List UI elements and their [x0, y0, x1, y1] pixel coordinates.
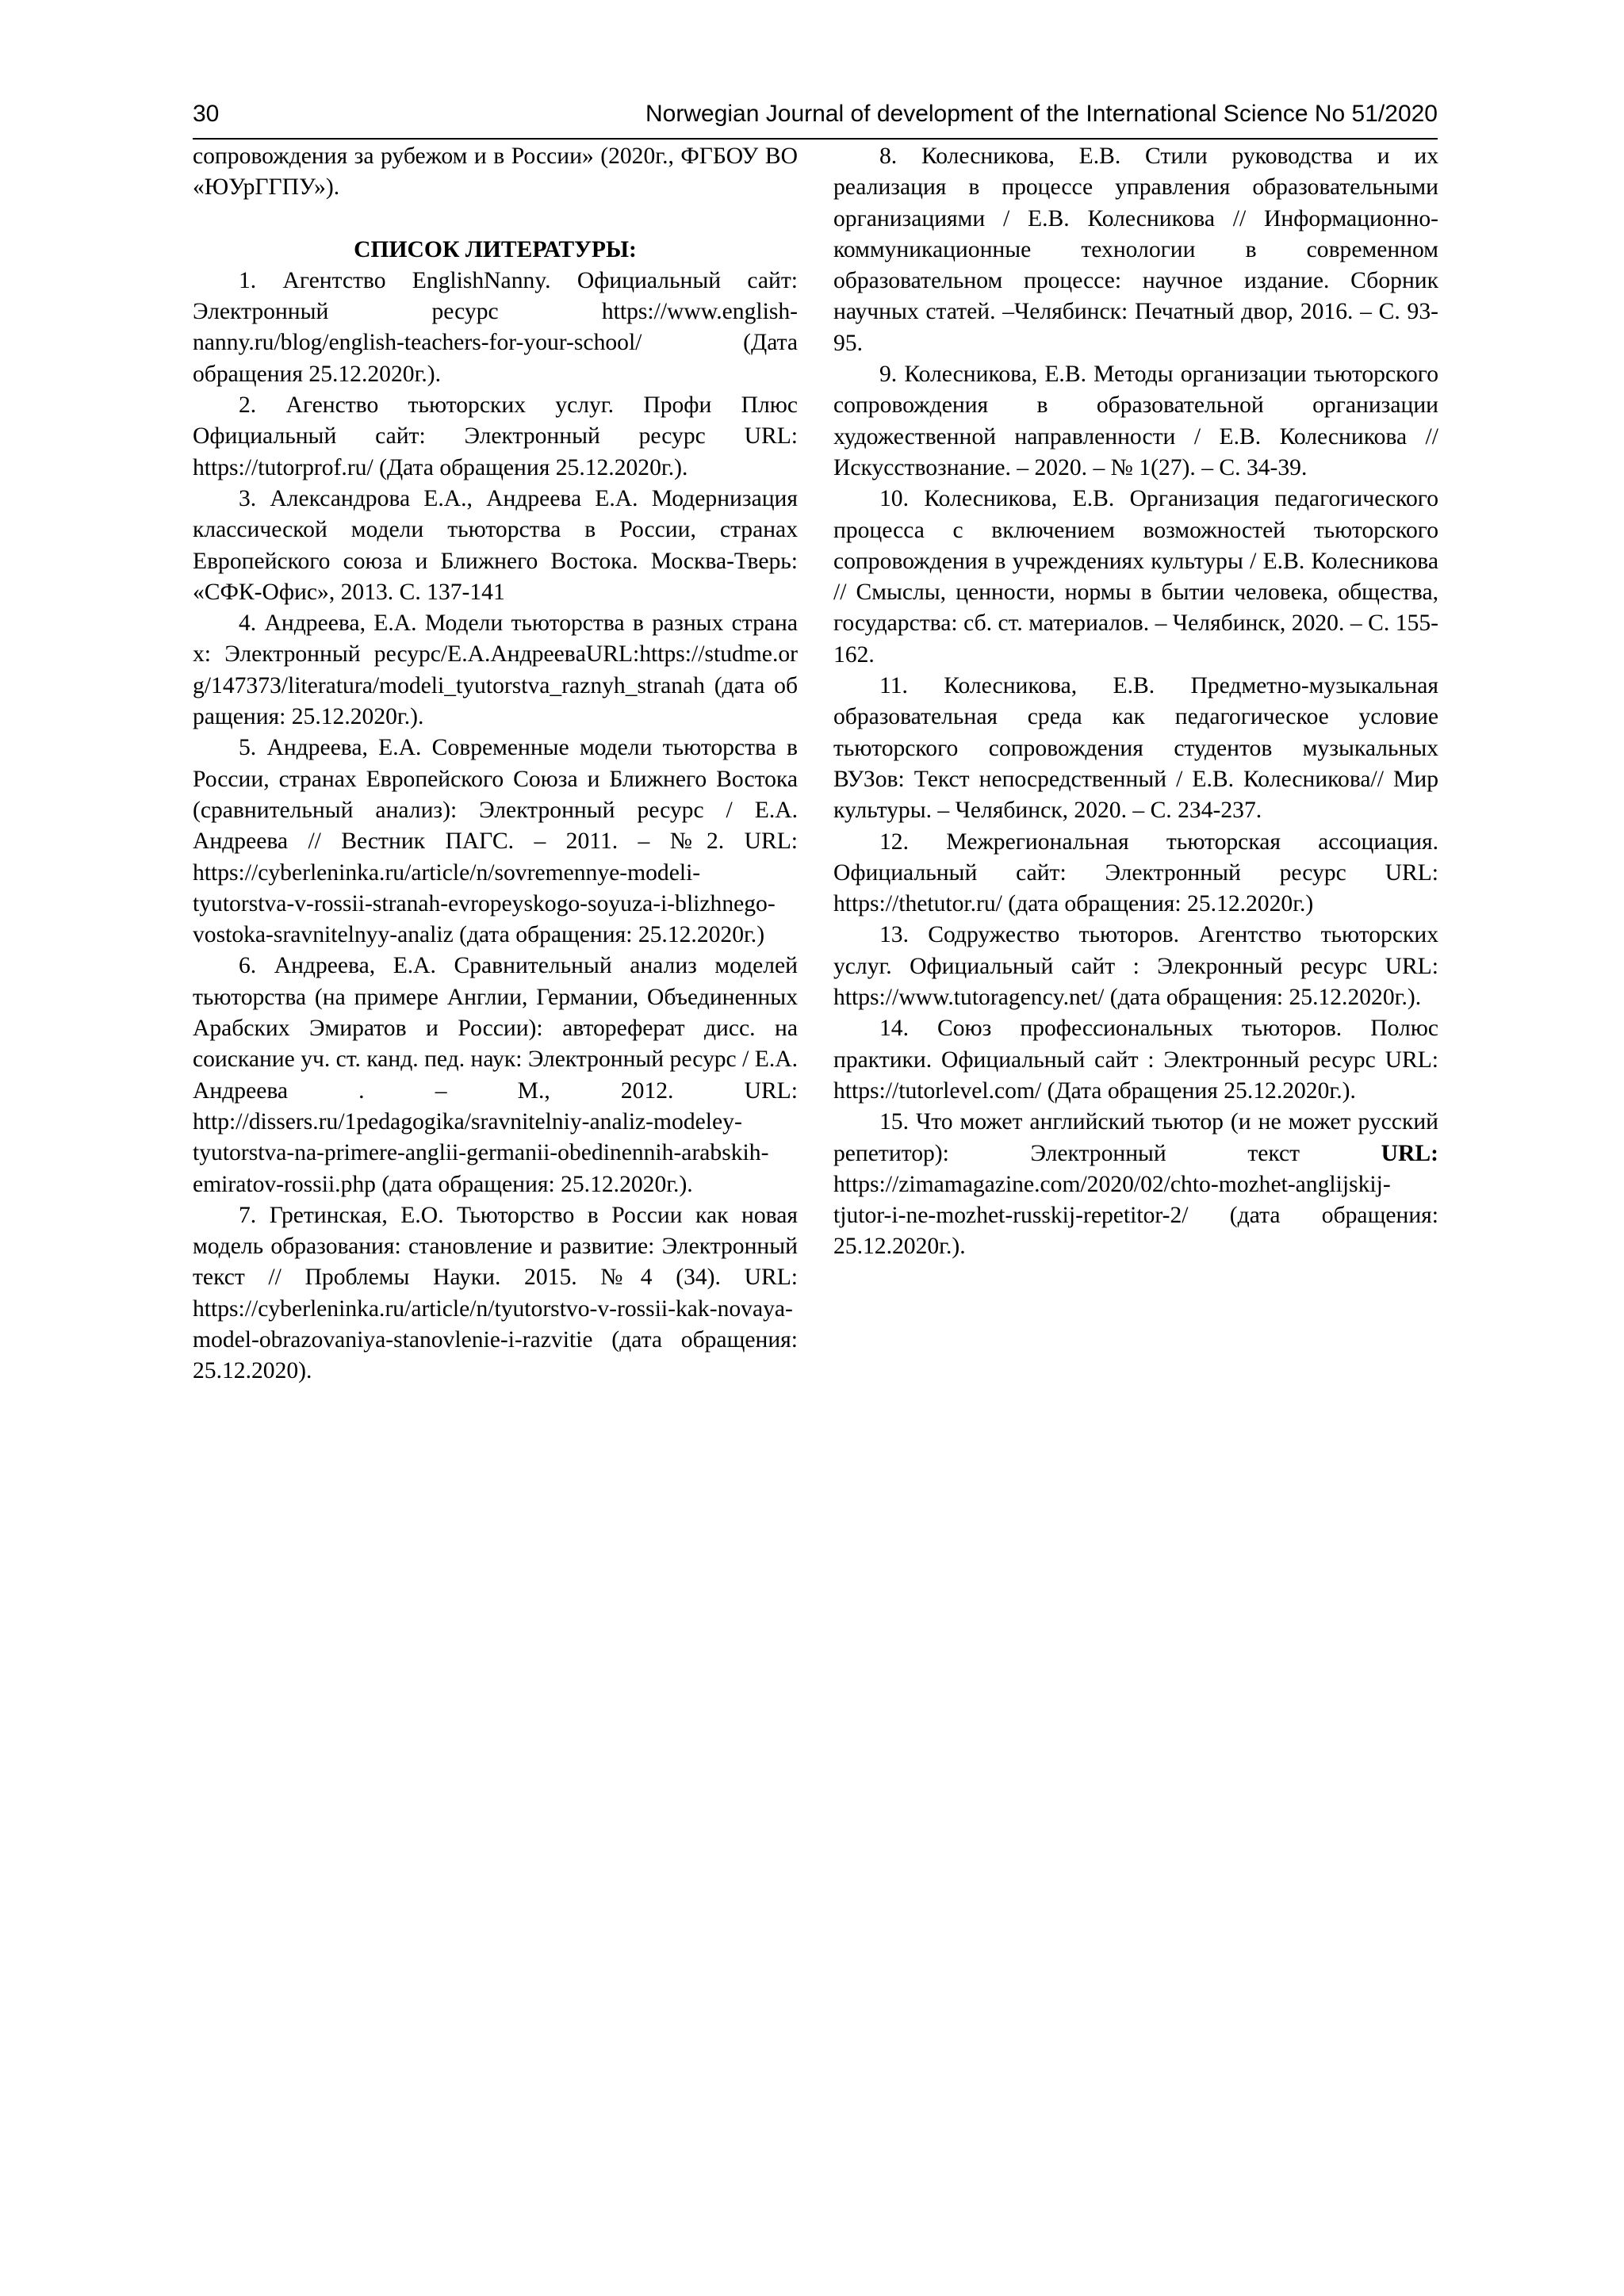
- reference-item: 11. Колесникова, Е.В. Предметно-музыкальная образовательная среда как педагогическое условие тьюторского сопровождения студентов музыкальных ВУЗов: Текст непосредственный / Е.В. Колесникова// Мир культуры. – Челябинск, 2020. – С. 234-237.: [833, 673, 1438, 824]
- page-number: 30: [193, 101, 220, 127]
- reference-item: 8. Колесникова, Е.В. Стили руководства и их реализация в процессе управления образовательными организациями / Е.В. Колесникова // Информационно-коммуникационные технологии в современном образовательном процессе: научное издание. Сборник научных статей. –Челябинск: Печатный двор, 2016. – С. 93-95.: [833, 144, 1438, 356]
- reference-item: 9. Колесникова, Е.В. Методы организации тьюторского сопровождения в образовательной организации художественной направленности / Е.В. Колесникова // Искусствознание. – 2020. – № 1(27). – С. 34-39.: [833, 362, 1438, 480]
- reference-item: 2. Агенство тьюторских услуг. Профи Плюс Официальный сайт: Электронный ресурс URL: https://tutorprof.ru/ (Дата обращения 25.12.2020г.).: [193, 392, 798, 480]
- reference-15-text: 15. Что может английский тьютор (и не может русский репетитор): Электронный текст: [833, 1109, 1438, 1166]
- reference-item: 7. Гретинская, Е.О. Тьюторство в России как новая модель образования: становление и развитие: Электронный текст // Проблемы Науки. 2015. №4 (34). URL: https://cyberleninka.ru/article/n/tyutorstvo-v-rossii-kak-novaya-model-obrazovaniya-stanovlenie-i-razvitie (дата обращения: 25.12.2020).: [193, 1202, 798, 1384]
- reference-item-15: [833, 1107, 1438, 1262]
- reference-item: 13. Содружество тьюторов. Агентство тьюторских услуг. Официальный сайт : Элекронный ресурс URL: https://www.tutoragency.net/ (дата обращения: 25.12.2020г.).: [833, 922, 1438, 1011]
- reference-15-link: https://zimamagazine.com/2020/02/chto-mozhet-anglijskij-tjutor-i-ne-mozhet-russkij-repetitor-2/ (дата обращения: 25.12.2020г.).: [833, 1171, 1438, 1260]
- reference-item: 14. Союз профессиональных тьюторов. Полюс практики. Официальный сайт : Электронный ресурс URL: https://tutorlevel.com/ (Дата обращения 25.12.2020г.).: [833, 1016, 1438, 1104]
- intro-paragraph: сопровождения за рубежом и в России» (2020г., ФГБОУ ВО «ЮУрГГПУ»).: [193, 144, 798, 201]
- reference-item: 5. Андреева, Е.А. Современные модели тьюторства в России, странах Европейского Союза и Ближнего Востока (сравнительный анализ): Электронный ресурс / Е.А. Андреева // Вестник ПАГС. – 2011. – №2. URL: https://cyberleninka.ru/article/n/sovremennye-modeli-tyutorstva-v-rossii-stranah-evropeyskogo-soyuza-i-blizhnego-vostoka-sravnitelnyy-analiz (дата обращения: 25.12.2020г.): [193, 735, 798, 948]
- reference-item: 3. Александрова Е.А., Андреева Е.А. Модернизация классической модели тьюторства в России, странах Европейского союза и Ближнего Востока. Москва-Тверь: «СФК-Офис», 2013. С. 137-141: [193, 485, 798, 605]
- left-column: [193, 141, 798, 1387]
- reference-item: 12. Межрегиональная тьюторская ассоциация. Официальный сайт: Электронный ресурс URL: https://thetutor.ru/ (дата обращения: 25.12.2020г.): [833, 828, 1438, 917]
- page-header: [193, 94, 1438, 140]
- reference-item: 1. Агентство EnglishNanny. Официальный сайт: Электронный ресурс https://www.english-nanny.ru/blog/english-teachers-for-your-school/ (Дата обращения 25.12.2020г.).: [193, 267, 798, 387]
- reference-item: 4. Андреева, Е.А. Модели тьюторства в разных странах: Электронный ресурс/Е.А.АндреевaURL:https://studme.org/147373/literatura/modeli_tyutorstva_raznyh_stranah (дата обращения: 25.12.2020г.).: [193, 610, 798, 730]
- references-heading: СПИСОК ЛИТЕРАТУРЫ:: [354, 236, 637, 262]
- reference-item: 10. Колесникова, Е.В. Организация педагогического процесса с включением возможностей тьюторского сопровождения в учреждениях культуры / Е.В. Колесникова // Смыслы, ценности, нормы в бытии человека, общества, государства: сб. ст. материалов. – Челябинск, 2020. – С. 155-162.: [833, 486, 1438, 668]
- right-column: [833, 141, 1438, 1263]
- journal-title: Norwegian Journal of development of the International Science No 51/2020: [645, 101, 1438, 127]
- reference-item: 6. Андреева, Е.А. Сравнительный анализ моделей тьюторства (на примере Англии, Германии, Объединенных Арабских Эмиратов и России): автореферат дисс. на соискание уч. ст. канд. пед. наук: Электронный ресурс / Е.А. Андреева . – М., 2012. URL: http://dissers.ru/1pedagogika/sravnitelniy-analiz-modeley-tyutorstva-na-primere-anglii-germanii-obedinennih-arabskih-emiratov-rossii.php (дата обращения: 25.12.2020г.).: [193, 953, 798, 1197]
- reference-15-url-label: URL:: [1381, 1140, 1438, 1166]
